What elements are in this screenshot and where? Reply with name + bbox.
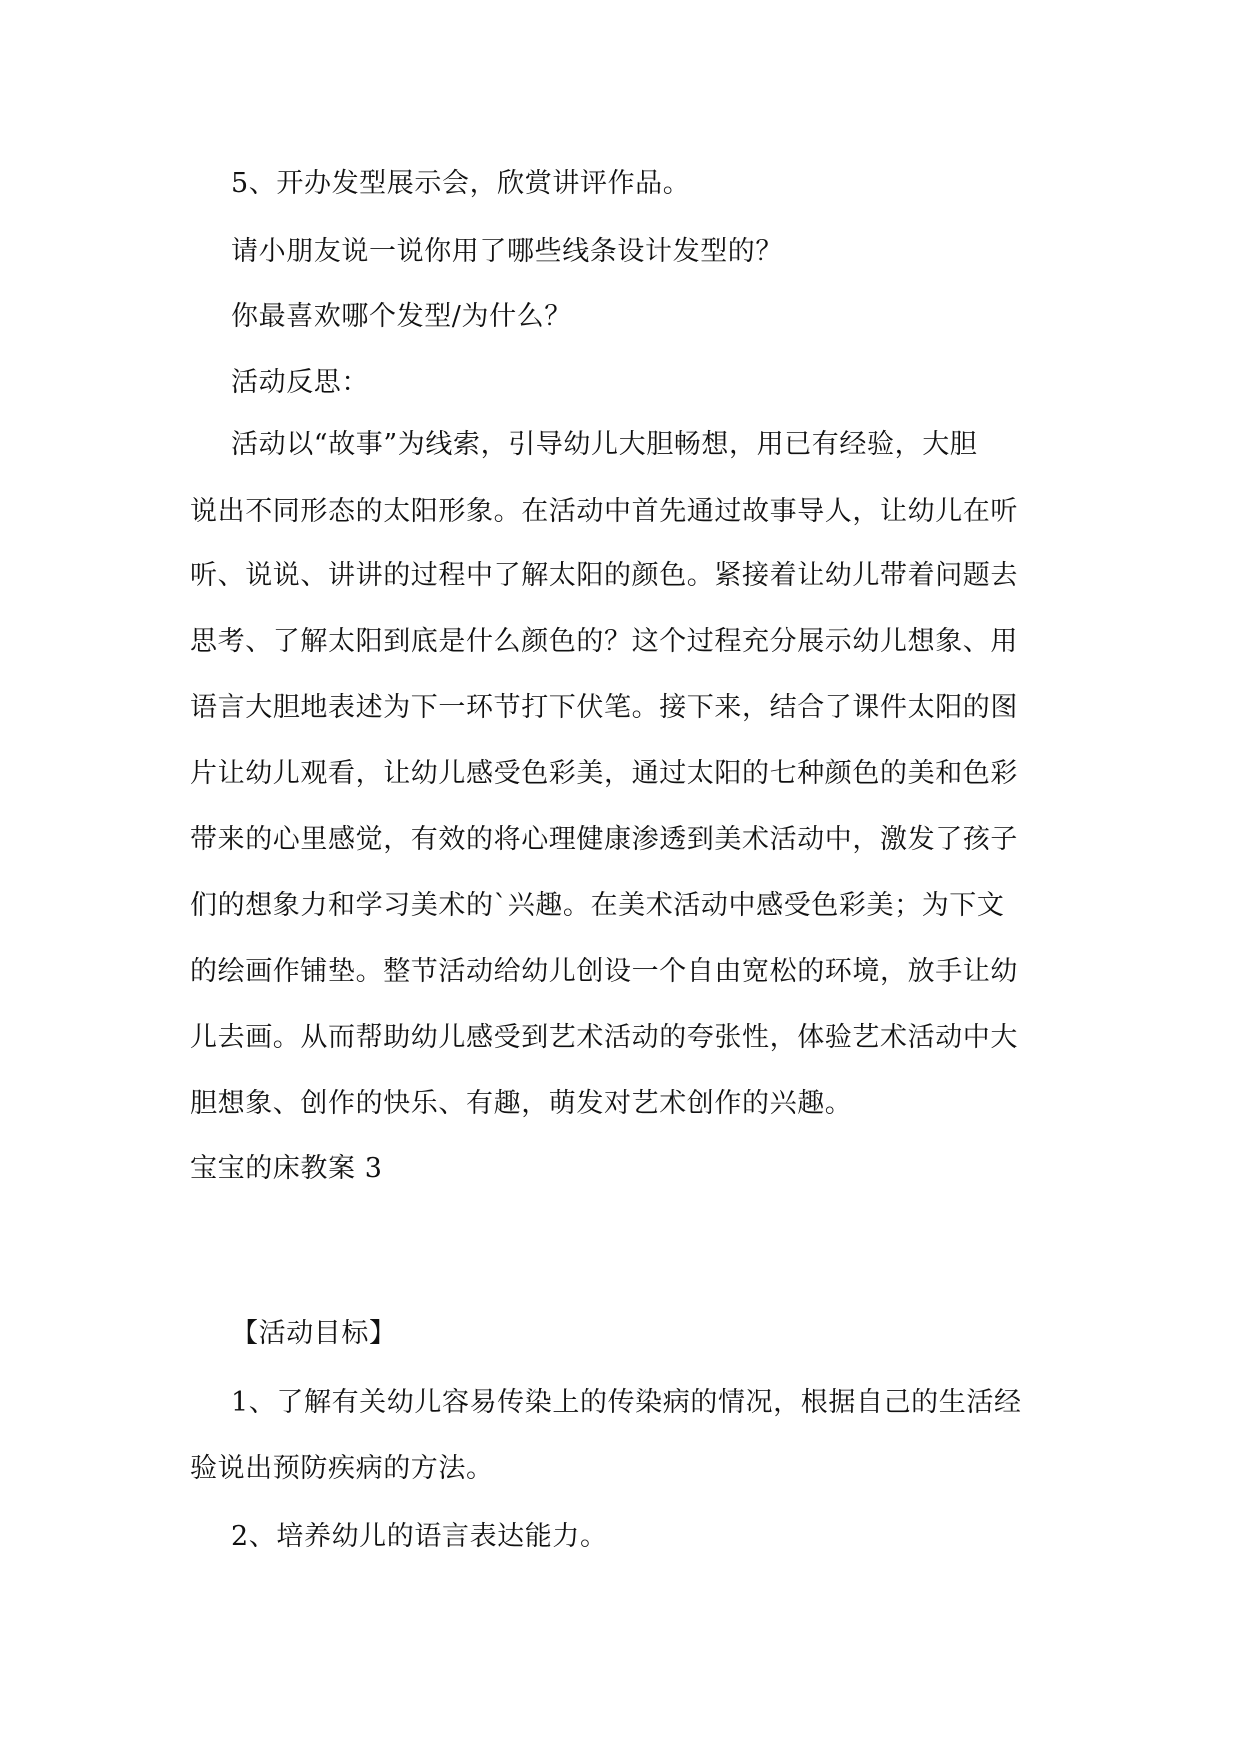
objective-1-continuation: 验说出预防疾病的方法。 bbox=[190, 1453, 494, 1484]
reflection-paragraph-line: 思考、了解太阳到底是什么颜色的？这个过程充分展示幼儿想象、用 bbox=[190, 626, 1018, 657]
reflection-paragraph-line: 们的想象力和学习美术的`兴趣。在美术活动中感受色彩美；为下文 bbox=[190, 890, 1005, 921]
step-5-line: 5、开办发型展示会，欣赏讲评作品。 bbox=[231, 168, 691, 199]
reflection-paragraph-line: 带来的心里感觉，有效的将心理健康渗透到美术活动中，激发了孩子 bbox=[190, 824, 1018, 855]
question-line-2: 你最喜欢哪个发型/为什么？ bbox=[231, 301, 572, 332]
objective-2-line: 2、培养幼儿的语言表达能力。 bbox=[231, 1521, 608, 1552]
question-line-1: 请小朋友说一说你用了哪些线条设计发型的？ bbox=[231, 236, 783, 267]
reflection-paragraph-line: 的绘画作铺垫。整节活动给幼儿创设一个自由宽松的环境，放手让幼 bbox=[190, 956, 1018, 987]
reflection-paragraph-line: 胆想象、创作的快乐、有趣，萌发对艺术创作的兴趣。 bbox=[190, 1088, 853, 1119]
reflection-heading: 活动反思： bbox=[231, 367, 369, 398]
objective-1-line: 1、了解有关幼儿容易传染上的传染病的情况，根据自己的生活经 bbox=[231, 1387, 1022, 1418]
reflection-paragraph-line: 说出不同形态的太阳形象。在活动中首先通过故事导人，让幼儿在听 bbox=[190, 496, 1018, 527]
reflection-paragraph-line: 语言大胆地表述为下一环节打下伏笔。接下来，结合了课件太阳的图 bbox=[190, 692, 1018, 723]
reflection-paragraph-line: 听、说说、讲讲的过程中了解太阳的颜色。紧接着让幼儿带着问题去 bbox=[190, 560, 1018, 591]
reflection-paragraph-line: 儿去画。从而帮助幼儿感受到艺术活动的夸张性，体验艺术活动中大 bbox=[190, 1022, 1018, 1053]
reflection-paragraph-line: 活动以“故事”为线索，引导幼儿大胆畅想，用已有经验，大胆 bbox=[231, 429, 978, 460]
reflection-paragraph-line: 片让幼儿观看，让幼儿感受色彩美，通过太阳的七种颜色的美和色彩 bbox=[190, 758, 1018, 789]
lesson-plan-title: 宝宝的床教案 3 bbox=[190, 1153, 383, 1184]
objectives-heading: 【活动目标】 bbox=[231, 1318, 397, 1349]
